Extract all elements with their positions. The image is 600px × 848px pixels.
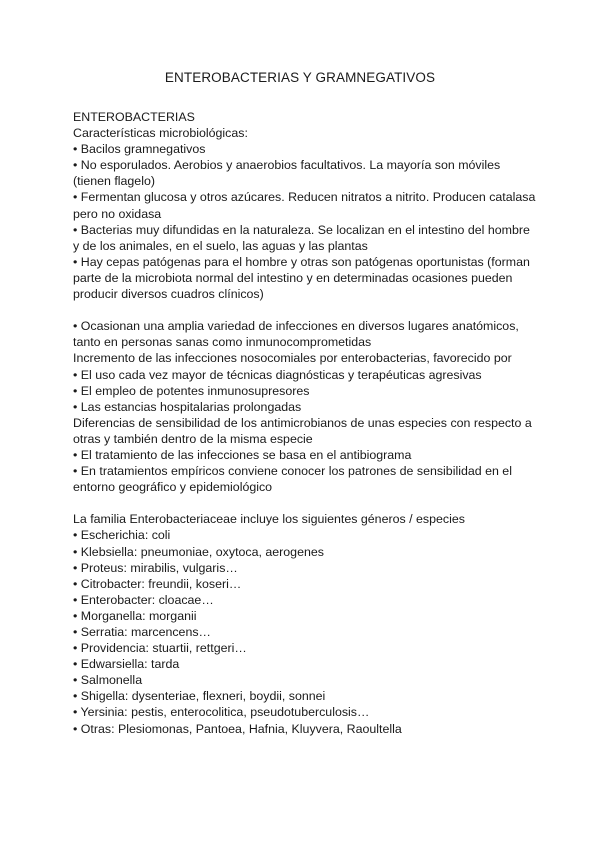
text-line: La familia Enterobacteriaceae incluye los siguientes géneros / especies: [73, 512, 465, 527]
document-title: ENTEROBACTERIAS Y GRAMNEGATIVOS: [164, 70, 436, 85]
document-body: [73, 109, 536, 737]
text-line: producir diversos cuadros clínicos): [73, 287, 264, 302]
text-line: Incremento de las infecciones nosocomiales por enterobacterias, favorecido por: [73, 351, 512, 366]
bullet-line: • No esporulados. Aerobios y anaerobios facultativos. La mayoría son móviles: [73, 158, 501, 173]
text-line: ENTEROBACTERIAS: [73, 110, 195, 124]
bullet-line: • Providencia: stuartii, rettgeri…: [73, 641, 247, 656]
bullet-line: • Salmonella: [73, 673, 143, 688]
bullet-line: • Morganella: morganii: [73, 608, 197, 623]
bullet-line: • Las estancias hospitalarias prolongadas: [73, 399, 302, 414]
bullet-line: • Bacterias muy difundidas en la naturaleza. Se localizan en el intestino del hombre: [73, 222, 530, 237]
bullet-line: • Yersinia: pestis, enterocolitica, pseudotuberculosis…: [73, 705, 370, 720]
bullet-line: • Shigella: dysenteriae, flexneri, boydii, sonnei: [73, 689, 326, 704]
bullet-line: • Enterobacter: cloacae…: [73, 592, 214, 607]
bullet-line: • Citrobacter: freundii, koseri…: [73, 576, 242, 591]
bullet-line: • En tratamientos empíricos conviene conocer los patrones de sensibilidad en el: [73, 464, 512, 479]
text-line: (tienen flagelo): [73, 174, 155, 189]
text-line: Diferencias de sensibilidad de los antimicrobianos de unas especies con respecto a: [73, 415, 532, 430]
bullet-line: • Bacilos gramnegativos: [73, 142, 206, 157]
paragraph-gap: [73, 495, 533, 511]
paragraph-gap: [73, 302, 533, 318]
bullet-line: • Ocasionan una amplia variedad de infecciones en diversos lugares anatómicos,: [73, 319, 519, 334]
bullet-line: • Klebsiella: pneumoniae, oxytoca, aerogenes: [73, 544, 324, 559]
bullet-line: • Fermentan glucosa y otros azúcares. Reducen nitratos a nitrito. Producen catalasa: [73, 190, 536, 205]
bullet-line: • Proteus: mirabilis, vulgaris…: [73, 560, 238, 575]
bullet-line: • El empleo de potentes inmunosupresores: [73, 383, 310, 398]
bullet-line: • Hay cepas patógenas para el hombre y otras son patógenas oportunistas (forman: [73, 254, 530, 269]
bullet-line: • Escherichia: coli: [73, 528, 171, 543]
bullet-line: • Otras: Plesiomonas, Pantoea, Hafnia, Kluyvera, Raoultella: [73, 721, 402, 736]
bullet-line: • El tratamiento de las infecciones se basa en el antibiograma: [73, 447, 412, 462]
bullet-line: • Edwarsiella: tarda: [73, 657, 180, 672]
bullet-line: • El uso cada vez mayor de técnicas diagnósticas y terapéuticas agresivas: [73, 367, 482, 382]
text-line: pero no oxidasa: [73, 206, 162, 221]
text-line: tanto en personas sanas como inmunocomprometidas: [73, 335, 372, 350]
text-line: y de los animales, en el suelo, las aguas y las plantas: [73, 238, 368, 253]
text-line: otras y también dentro de la misma especie: [73, 431, 313, 446]
text-line: parte de la microbiota normal del intestino y en determinadas ocasiones pueden: [73, 270, 513, 285]
text-line: Características microbiológicas:: [73, 126, 248, 141]
text-line: entorno geográfico y epidemiológico: [73, 480, 273, 495]
bullet-line: • Serratia: marcencens…: [73, 625, 211, 639]
